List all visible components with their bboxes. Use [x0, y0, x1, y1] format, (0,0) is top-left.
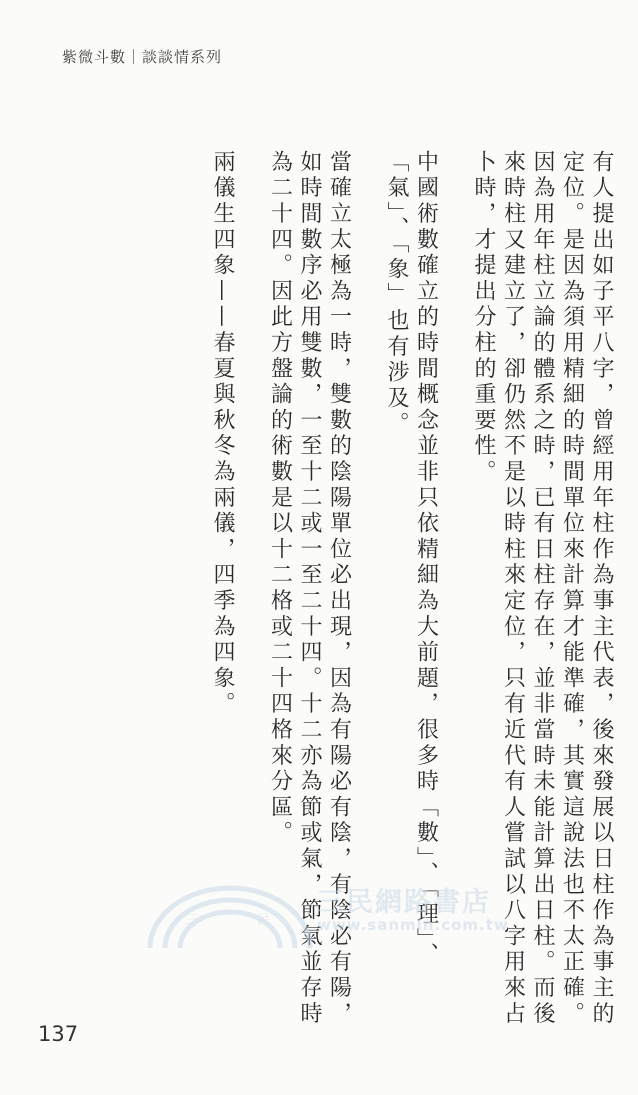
- page-number: 137: [38, 1022, 79, 1046]
- watermark-logo-icon: [145, 880, 315, 950]
- paragraph-5: 兩儀生四象——春夏與秋冬為兩儀，四季為四象。: [210, 150, 235, 718]
- watermark-char-2: 民: [257, 913, 271, 928]
- watermark-char-1: 三: [185, 913, 199, 928]
- paragraph-2: 因為用年柱立論的體系之時，已有日柱存在，並非當時未能計算出日柱。而後來時柱又建立了，卻仍然不是以時柱來定位，只有近代有人嘗試以八字用來占卜時，才提出分柱的重要性。: [471, 150, 555, 1028]
- watermark-title: 三民網路書店: [317, 887, 491, 918]
- publisher-watermark: [145, 880, 615, 950]
- paragraph-3: 中國術數確立的時間概念並非只依精細為大前題，很多時「數」、「理」、「氣」、「象」也有涉及。: [384, 150, 439, 969]
- paragraph-1: 有人提出如子平八字，曾經用年柱作為事主代表，後來發展以日柱作為事主的定位。是因為須用精細的時間單位來計算才能準確，其實這說法也不太正確。: [559, 150, 614, 1028]
- paragraph-4: 當確立太極為一時，雙數的陰陽單位必出現，因為有陽必有陰，有陰必有陽，如時間數序必用雙數，一至十二或一至二十四。十二亦為節或氣，節氣並存時為二十四。因此方盤論的術數是以十二格或二十四格來分區。: [267, 150, 352, 1028]
- watermark-url: www.sanmin.com.tw: [317, 916, 509, 934]
- running-header: 紫微斗數｜談談情系列: [62, 48, 223, 66]
